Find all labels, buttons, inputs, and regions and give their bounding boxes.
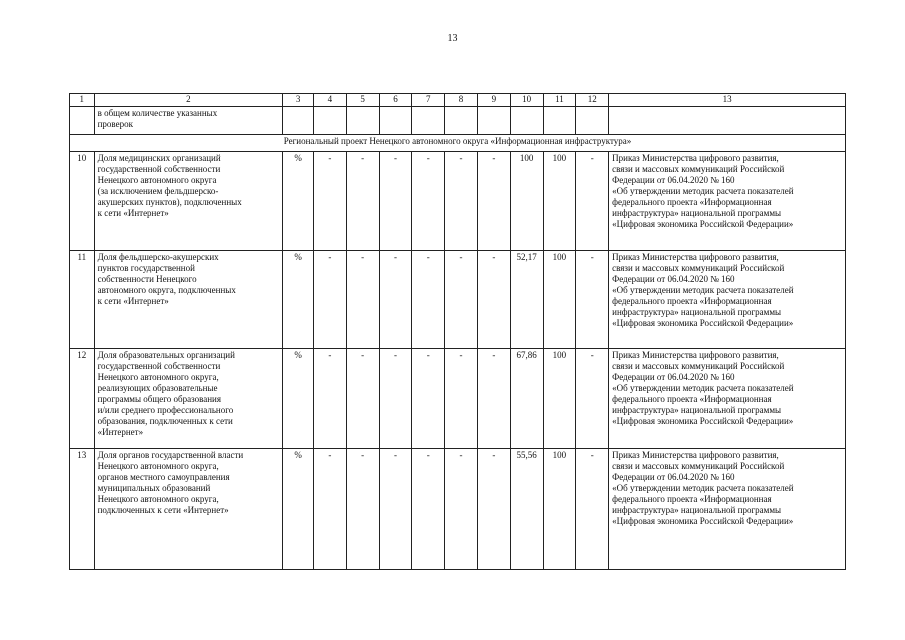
value-cell: -: [477, 251, 510, 349]
value-cell: -: [412, 449, 445, 570]
value-cell: 100: [543, 349, 576, 449]
column-number: 10: [510, 94, 543, 107]
value-cell: -: [477, 449, 510, 570]
column-number: 11: [543, 94, 576, 107]
column-number: 8: [445, 94, 478, 107]
value-cell: -: [379, 449, 412, 570]
value-cell: -: [576, 152, 609, 251]
column-number: 6: [379, 94, 412, 107]
value-cell: -: [445, 449, 478, 570]
column-number-row: [70, 94, 846, 107]
table-row: [70, 449, 846, 570]
value-cell: -: [477, 349, 510, 449]
value-cell: 100: [543, 152, 576, 251]
column-number: 2: [94, 94, 283, 107]
column-number: 1: [70, 94, 95, 107]
indicators-table: [69, 93, 846, 570]
unit-cell: %: [283, 449, 314, 570]
value-cell: -: [346, 251, 379, 349]
table-row: [70, 251, 846, 349]
value-cell: -: [313, 349, 346, 449]
value-cell: 100: [510, 152, 543, 251]
indicator-rows: [70, 152, 846, 570]
column-number: 13: [609, 94, 846, 107]
source-reference: Приказ Министерства цифрового развития, связи и массовых коммуникаций Российской Федерации от 06.04.2020 № 160 «Об утверждении методик расчета показателей федерального проекта «Информационная инфраструктура» национальной программы «Цифровая экономика Российской Федерации»: [609, 449, 846, 570]
page-number: 13: [447, 33, 458, 44]
value-cell: -: [346, 449, 379, 570]
unit-cell: %: [283, 251, 314, 349]
indicator-name: Доля фельдшерско-акушерских пунктов государственной собственности Ненецкого автономного округа, подключенных к сети «Интернет»: [94, 251, 283, 349]
value-cell: 67,86: [510, 349, 543, 449]
value-cell: -: [313, 251, 346, 349]
section-row: [70, 135, 846, 152]
column-number: 3: [283, 94, 314, 107]
value-cell: -: [346, 349, 379, 449]
value-cell: -: [412, 152, 445, 251]
value-cell: -: [576, 251, 609, 349]
section-title: Региональный проект Ненецкого автономного округа «Информационная инфраструктура»: [70, 135, 846, 152]
value-cell: -: [346, 152, 379, 251]
value-cell: -: [445, 251, 478, 349]
indicator-name: Доля медицинских организаций государственной собственности Ненецкого автономного округа (за исключением фельдшерско- акушерских пунктов), подключенных к сети «Интернет»: [94, 152, 283, 251]
value-cell: -: [412, 349, 445, 449]
row-number: 11: [70, 251, 95, 349]
value-cell: -: [412, 251, 445, 349]
column-number: 7: [412, 94, 445, 107]
value-cell: 100: [543, 449, 576, 570]
table-row: [70, 152, 846, 251]
value-cell: -: [379, 251, 412, 349]
value-cell: 100: [543, 251, 576, 349]
value-cell: -: [477, 152, 510, 251]
value-cell: 55,56: [510, 449, 543, 570]
column-number: 4: [313, 94, 346, 107]
value-cell: 52,17: [510, 251, 543, 349]
value-cell: -: [445, 349, 478, 449]
continuation-row: [70, 107, 846, 135]
value-cell: -: [576, 449, 609, 570]
table-row: [70, 349, 846, 449]
source-reference: Приказ Министерства цифрового развития, связи и массовых коммуникаций Российской Федерации от 06.04.2020 № 160 «Об утверждении методик расчета показателей федерального проекта «Информационная инфраструктура» национальной программы «Цифровая экономика Российской Федерации»: [609, 152, 846, 251]
value-cell: -: [445, 152, 478, 251]
value-cell: -: [576, 349, 609, 449]
column-number: 9: [477, 94, 510, 107]
row-number: 12: [70, 349, 95, 449]
source-reference: Приказ Министерства цифрового развития, связи и массовых коммуникаций Российской Федерации от 06.04.2020 № 160 «Об утверждении методик расчета показателей федерального проекта «Информационная инфраструктура» национальной программы «Цифровая экономика Российской Федерации»: [609, 251, 846, 349]
source-reference: Приказ Министерства цифрового развития, связи и массовых коммуникаций Российской Федерации от 06.04.2020 № 160 «Об утверждении методик расчета показателей федерального проекта «Информационная инфраструктура» национальной программы «Цифровая экономика Российской Федерации»: [609, 349, 846, 449]
value-cell: -: [379, 152, 412, 251]
row-number: 10: [70, 152, 95, 251]
continuation-text: в общем количестве указанных проверок: [94, 107, 283, 135]
row-number: 13: [70, 449, 95, 570]
value-cell: -: [379, 349, 412, 449]
column-number: 12: [576, 94, 609, 107]
column-number: 5: [346, 94, 379, 107]
unit-cell: %: [283, 349, 314, 449]
value-cell: -: [313, 449, 346, 570]
unit-cell: %: [283, 152, 314, 251]
value-cell: -: [313, 152, 346, 251]
indicator-name: Доля органов государственной власти Ненецкого автономного округа, органов местного самоуправления муниципальных образований Ненецкого автономного округа, подключенных к сети «Интернет»: [94, 449, 283, 570]
indicator-name: Доля образовательных организаций государственной собственности Ненецкого автономного округа, реализующих образовательные программы общего образования и/или среднего профессионального образования, подключенных к сети «Интернет»: [94, 349, 283, 449]
